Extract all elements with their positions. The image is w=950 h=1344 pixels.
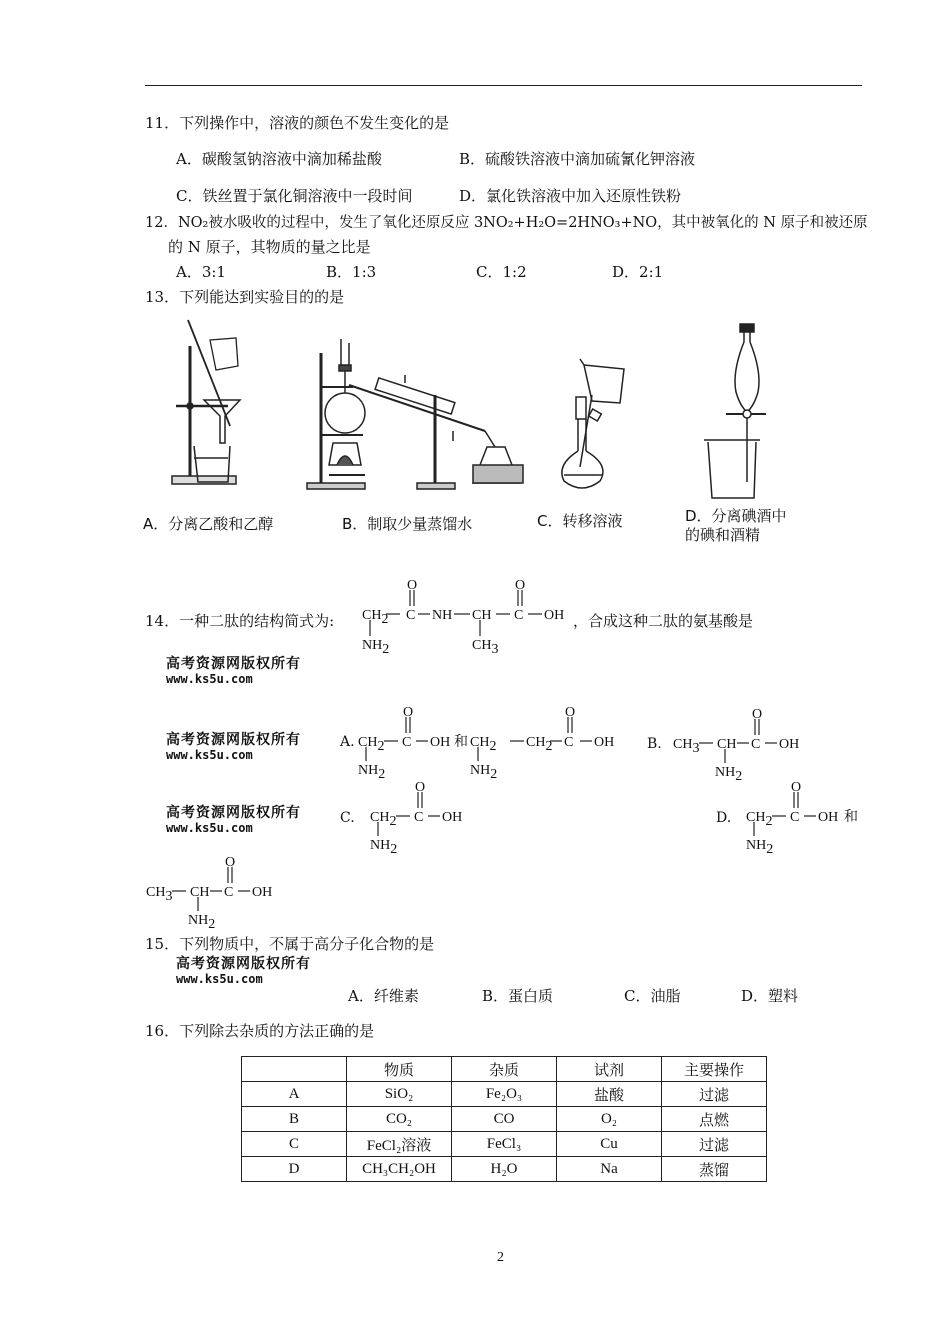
q14-option-a-and: 和 [454, 734, 468, 750]
svg-text:CH2: CH2 [526, 735, 553, 754]
svg-text:CH2: CH2 [746, 810, 773, 829]
q11-option-a: A．碳酸氢钠溶液中滴加稀盐酸 [176, 150, 382, 168]
q14-label-d: D. [716, 810, 732, 826]
svg-text:O: O [752, 707, 763, 722]
q13-stem: 13．下列能达到实验目的的是 [145, 288, 345, 306]
table-cell: 过滤 [662, 1082, 767, 1107]
q13-caption-d-line1: D．分离碘酒中 [685, 507, 787, 525]
table-cell: C [242, 1132, 347, 1157]
svg-text:O: O [225, 855, 236, 870]
q15-stem: 15．下列物质中，不属于高分子化合物的是 [145, 935, 435, 953]
table-cell: H₂O [452, 1157, 557, 1182]
svg-text:O: O [565, 705, 576, 720]
table-cell: B [242, 1107, 347, 1132]
q12-stem-line1: 12．NO₂被水吸收的过程中，发生了氧化还原反应 3NO₂+H₂O=2HNO₃+NO，其中被氧化的 N 原子和被还原 [145, 215, 868, 231]
svg-text:OH: OH [779, 737, 800, 752]
q14-option-d-structure-2 [146, 855, 286, 932]
page-number: 2 [497, 1250, 504, 1265]
q15-option-b: B．蛋白质 [482, 987, 554, 1005]
q12-stem-line2: 的 N 原子，其物质的量之比是 [168, 238, 371, 256]
table-header-cell: 主要操作 [662, 1057, 767, 1082]
table-cell: 点燃 [662, 1107, 767, 1132]
q16-stem: 16．下列除去杂质的方法正确的是 [145, 1022, 375, 1040]
svg-text:C: C [402, 735, 412, 750]
svg-text:OH: OH [430, 735, 451, 750]
q12-option-a: A．3:1 [176, 263, 226, 281]
svg-text:CH: CH [190, 885, 210, 900]
apparatus-b-distillation-diagram [305, 335, 530, 490]
table-cell: O₂ [557, 1107, 662, 1132]
q13-caption-a: A．分离乙酸和乙醇 [143, 515, 274, 533]
table-cell: FeCl₂溶液 [347, 1132, 452, 1157]
svg-text:CH3: CH3 [146, 885, 173, 904]
table-header-row [242, 1057, 767, 1082]
svg-text:OH: OH [442, 810, 463, 825]
table-cell: Fe₂O₃ [452, 1082, 557, 1107]
dipeptide-c1: C [406, 608, 416, 623]
dipeptide-nh2: NH2 [362, 638, 390, 657]
svg-text:O: O [415, 780, 426, 795]
table-row [242, 1082, 767, 1107]
q14-label-c: C. [340, 810, 355, 826]
q14-label-a: A. [340, 734, 355, 750]
q12-option-c: C．1:2 [476, 263, 527, 281]
table-cell: A [242, 1082, 347, 1107]
watermark-1: 高考资源网版权所有 www.ks5u.com [166, 656, 301, 686]
svg-text:NH2: NH2 [188, 913, 216, 932]
q15-option-a: A．纤维素 [348, 987, 419, 1005]
q14-option-a-structures [358, 705, 618, 782]
table-cell: 过滤 [662, 1132, 767, 1157]
table-header-cell [242, 1057, 347, 1082]
q14-label-b: B. [647, 736, 662, 752]
table-header-cell: 物质 [347, 1057, 452, 1082]
svg-text:C: C [751, 737, 761, 752]
q14-option-d-structure-1 [746, 780, 866, 857]
q13-caption-b: B．制取少量蒸馏水 [342, 515, 473, 533]
watermark-3: 高考资源网版权所有 www.ks5u.com [166, 805, 301, 835]
q13-caption-c: C．转移溶液 [537, 512, 623, 530]
q14-option-d-and: 和 [844, 809, 858, 825]
dipeptide-ch2: CH2 [362, 608, 389, 627]
dipeptide-nh: NH [432, 608, 453, 623]
q13-caption-d-line2: 的碘和酒精 [685, 526, 761, 544]
table-cell: CO₂ [347, 1107, 452, 1132]
svg-text:C: C [224, 885, 234, 900]
table-cell: CO [452, 1107, 557, 1132]
table-cell: Cu [557, 1132, 662, 1157]
q11-stem: 11．下列操作中，溶液的颜色不发生变化的是 [145, 114, 450, 132]
table-header-cell: 试剂 [557, 1057, 662, 1082]
table-cell: D [242, 1157, 347, 1182]
q11-option-c: C．铁丝置于氯化铜溶液中一段时间 [176, 187, 413, 205]
q14-option-c-structure [370, 780, 480, 857]
q12-option-d: D．2:1 [612, 263, 664, 281]
q14-option-b-structure [673, 707, 813, 784]
q11-option-b: B．硫酸铁溶液中滴加硫氰化钾溶液 [459, 150, 696, 168]
svg-text:NH2: NH2 [470, 763, 498, 782]
svg-text:C: C [564, 735, 574, 750]
q14-stem-prefix: 14．一种二肽的结构简式为: [145, 612, 335, 630]
dipeptide-c2: C [514, 608, 524, 623]
svg-text:CH2: CH2 [470, 735, 497, 754]
table-row [242, 1107, 767, 1132]
table-cell: 蒸馏 [662, 1157, 767, 1182]
svg-text:C: C [414, 810, 424, 825]
table-row [242, 1132, 767, 1157]
table-cell: 盐酸 [557, 1082, 662, 1107]
svg-text:OH: OH [594, 735, 615, 750]
svg-text:NH2: NH2 [715, 765, 743, 784]
q12-option-b: B．1:3 [326, 263, 377, 281]
watermark-2: 高考资源网版权所有 www.ks5u.com [166, 732, 301, 762]
svg-text:C: C [790, 810, 800, 825]
q14-stem-suffix: ，合成这种二肽的氨基酸是 [573, 612, 754, 630]
impurity-removal-table [241, 1056, 767, 1182]
svg-text:CH2: CH2 [358, 735, 385, 754]
dipeptide-structure [362, 578, 577, 657]
q15-option-d: D．塑料 [741, 987, 799, 1005]
apparatus-a-filtration-diagram [170, 318, 250, 488]
svg-text:OH: OH [252, 885, 273, 900]
table-cell: Na [557, 1157, 662, 1182]
svg-text:OH: OH [818, 810, 839, 825]
svg-text:CH2: CH2 [370, 810, 397, 829]
dipeptide-ch: CH [472, 608, 492, 623]
watermark-4: 高考资源网版权所有 www.ks5u.com [176, 956, 311, 986]
table-cell: CH₃CH₂OH [347, 1157, 452, 1182]
table-cell: FeCl₃ [452, 1132, 557, 1157]
svg-text:CH: CH [717, 737, 737, 752]
dipeptide-oh: OH [544, 608, 565, 623]
q15-option-c: C．油脂 [624, 987, 681, 1005]
svg-text:NH2: NH2 [370, 838, 398, 857]
svg-text:NH2: NH2 [746, 838, 774, 857]
dipeptide-o2: O [515, 578, 526, 593]
svg-text:CH3: CH3 [673, 737, 700, 756]
apparatus-c-transfer-diagram [558, 355, 638, 495]
table-header-cell: 杂质 [452, 1057, 557, 1082]
svg-text:NH2: NH2 [358, 763, 386, 782]
apparatus-d-separatory-funnel-diagram [700, 322, 780, 502]
svg-text:O: O [403, 705, 414, 720]
q11-option-d: D．氯化铁溶液中加入还原性铁粉 [459, 187, 682, 205]
table-cell: SiO₂ [347, 1082, 452, 1107]
dipeptide-ch3: CH3 [472, 638, 499, 657]
svg-text:O: O [791, 780, 802, 795]
dipeptide-o1: O [407, 578, 418, 593]
header-rule [145, 85, 862, 86]
table-row [242, 1157, 767, 1182]
